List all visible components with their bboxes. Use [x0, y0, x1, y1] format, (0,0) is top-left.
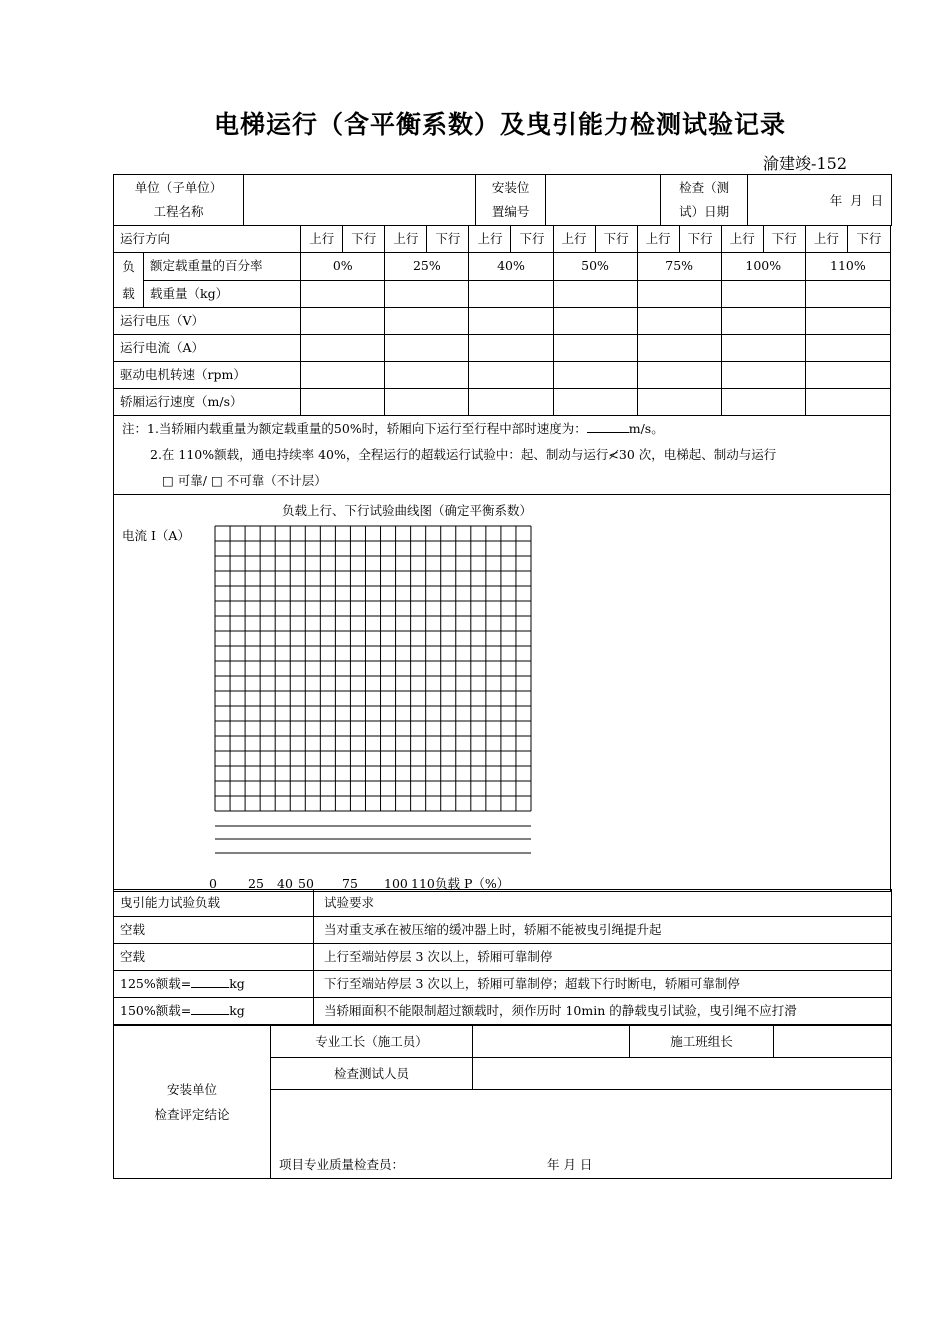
check-date-field[interactable]: 年 月 日 [748, 175, 892, 226]
motor-speed-cell[interactable] [553, 362, 637, 389]
motor-speed-cell[interactable] [301, 362, 385, 389]
load-125-label: 125%额载= [120, 976, 192, 991]
voltage-cell[interactable] [721, 308, 805, 335]
car-speed-cell[interactable] [385, 389, 469, 416]
motor-speed-cell[interactable] [385, 362, 469, 389]
voltage-label: 运行电压（V） [114, 308, 301, 335]
check-label-line1: 检查（测 [679, 180, 730, 195]
voltage-cell[interactable] [553, 308, 637, 335]
dir-up-40: 上行 [469, 226, 511, 253]
car-speed-cell[interactable] [553, 389, 637, 416]
motor-speed-cell[interactable] [721, 362, 805, 389]
conclusion-field[interactable] [271, 1090, 892, 1179]
tester-label: 检查测试人员 [271, 1058, 473, 1090]
x-tick-0: 0 [209, 876, 217, 891]
unit-name-field[interactable] [244, 175, 476, 226]
x-tick-25: 25 [248, 876, 264, 891]
traction-req-2: 上行至端站停层 3 次以上，轿厢可靠制停 [314, 944, 892, 971]
traction-load-3 [114, 971, 314, 998]
car-speed-cell[interactable] [721, 389, 805, 416]
dir-down-75: 下行 [679, 226, 721, 253]
install-label-line1: 安装位 [491, 180, 530, 195]
traction-req-3: 下行至端站停层 3 次以上，轿厢可靠制停；超载下行时断电，轿厢可靠制停 [314, 971, 892, 998]
dir-up-50: 上行 [553, 226, 595, 253]
weight-cell[interactable] [721, 280, 805, 308]
weight-cell[interactable] [637, 280, 721, 308]
motor-speed-cell[interactable] [469, 362, 553, 389]
weight-cell[interactable] [805, 280, 890, 308]
load-percent-label: 额定载重量的百分率 [144, 253, 301, 281]
dir-down-25: 下行 [427, 226, 469, 253]
motor-speed-label: 驱动电机转速（rpm） [114, 362, 301, 389]
x-tick-110: 110 [411, 876, 435, 891]
install-unit-label [114, 1026, 271, 1179]
weight-cell[interactable] [301, 280, 385, 308]
form-code: 渝建竣-152 [763, 154, 847, 173]
direction-label: 运行方向 [114, 226, 301, 253]
car-speed-cell[interactable] [805, 389, 890, 416]
unit-label-line1: 单位（子单位） [134, 180, 223, 195]
dir-up-25: 上行 [385, 226, 427, 253]
x-tick-75: 75 [342, 876, 358, 891]
voltage-cell[interactable] [637, 308, 721, 335]
current-cell[interactable] [805, 335, 890, 362]
car-speed-label: 轿厢运行速度（m/s） [114, 389, 301, 416]
weight-cell[interactable] [469, 280, 553, 308]
load-side-1: 负 [122, 259, 135, 274]
voltage-cell[interactable] [301, 308, 385, 335]
team-leader-field[interactable] [774, 1026, 892, 1058]
percent-100: 100% [721, 253, 805, 281]
install-unit-line2: 检查评定结论 [154, 1107, 230, 1122]
chart-cell [114, 495, 891, 892]
voltage-cell[interactable] [805, 308, 890, 335]
dir-down-110: 下行 [847, 226, 890, 253]
speed-input[interactable] [587, 418, 629, 433]
current-cell[interactable] [553, 335, 637, 362]
percent-0: 0% [301, 253, 385, 281]
unit-label-line2: 工程名称 [153, 204, 204, 219]
x-axis-label: 负载 P（%） [435, 876, 510, 891]
voltage-cell[interactable] [385, 308, 469, 335]
dir-up-100: 上行 [721, 226, 763, 253]
load-125-input[interactable] [191, 973, 229, 988]
load-150-input[interactable] [191, 1000, 229, 1015]
motor-speed-cell[interactable] [637, 362, 721, 389]
x-tick-100: 100 [384, 876, 408, 891]
dir-down-0: 下行 [343, 226, 385, 253]
percent-75: 75% [637, 253, 721, 281]
note-line-1 [122, 416, 882, 442]
dir-down-100: 下行 [763, 226, 805, 253]
unit-name-label [114, 175, 244, 226]
current-cell[interactable] [469, 335, 553, 362]
install-label-line2: 置编号 [491, 204, 530, 219]
car-speed-cell[interactable] [469, 389, 553, 416]
install-unit-line1: 安装单位 [166, 1082, 217, 1097]
traction-req-4: 当轿厢面积不能限制超过额载时，须作历时 10min 的静载曳引试验，曳引绳不应打滑 [314, 998, 892, 1025]
load-side-label [114, 253, 144, 308]
dir-down-50: 下行 [595, 226, 637, 253]
chart-y-label: 电流 I（A） [122, 528, 190, 543]
traction-load-1: 空载 [114, 917, 314, 944]
current-label: 运行电流（A） [114, 335, 301, 362]
current-cell[interactable] [721, 335, 805, 362]
voltage-cell[interactable] [469, 308, 553, 335]
signoff-table [113, 1025, 892, 1179]
load-125-unit: kg [229, 976, 245, 991]
load-150-label: 150%额载= [120, 1003, 192, 1018]
motor-speed-cell[interactable] [805, 362, 890, 389]
x-tick-40: 40 [277, 876, 293, 891]
percent-50: 50% [553, 253, 637, 281]
note-1-unit: m/s。 [628, 421, 664, 436]
signoff-date: 年 月 日 [546, 1157, 593, 1172]
check-label-line2: 试）日期 [679, 204, 730, 219]
current-cell[interactable] [385, 335, 469, 362]
load-side-2: 载 [122, 286, 135, 301]
foreman-field[interactable] [473, 1026, 630, 1058]
load-150-unit: kg [229, 1003, 245, 1018]
tester-field[interactable] [473, 1058, 892, 1090]
dir-up-110: 上行 [805, 226, 847, 253]
car-speed-cell[interactable] [301, 389, 385, 416]
dir-down-40: 下行 [511, 226, 553, 253]
current-cell[interactable] [637, 335, 721, 362]
note-line-2: 2.在 110%额载，通电持续率 40%，全程运行的超载运行试验中：起、制动与运行≮30 次，电梯起、制动与运行 [150, 447, 777, 462]
note-line-3: □ 可靠/ □ 不可靠（不计层） [162, 473, 327, 488]
load-weight-label: 载重量（kg） [144, 280, 301, 308]
foreman-label: 专业工长（施工员） [271, 1026, 473, 1058]
traction-table [113, 889, 892, 1025]
traction-load-4 [114, 998, 314, 1025]
dir-up-75: 上行 [637, 226, 679, 253]
traction-req-1: 当对重支承在被压缩的缓冲器上时，轿厢不能被曳引绳提升起 [314, 917, 892, 944]
weight-cell[interactable] [385, 280, 469, 308]
chart-x-axis [114, 871, 714, 889]
team-leader-label: 施工班组长 [630, 1026, 774, 1058]
percent-25: 25% [385, 253, 469, 281]
chart-title: 负载上行、下行试验曲线图（确定平衡系数） [282, 503, 533, 518]
note-1-text: 注：1.当轿厢内载重量为额定载重量的50%时，轿厢向下运行至行程中部时速度为： [122, 421, 587, 436]
inspector-label: 项目专业质量检查员： [279, 1157, 405, 1172]
check-date-label [661, 175, 748, 226]
measure-table [113, 225, 891, 892]
percent-40: 40% [469, 253, 553, 281]
dir-up-0: 上行 [301, 226, 343, 253]
install-field[interactable] [546, 175, 661, 226]
traction-col1-header: 曳引能力试验负载 [114, 890, 314, 917]
page-title: 电梯运行（含平衡系数）及曳引能力检测试验记录 [213, 110, 786, 139]
install-label [476, 175, 546, 226]
main-record-table [113, 174, 892, 226]
x-tick-50: 50 [298, 876, 314, 891]
notes-block [114, 416, 891, 495]
percent-110: 110% [805, 253, 890, 281]
traction-load-2: 空载 [114, 944, 314, 971]
car-speed-cell[interactable] [637, 389, 721, 416]
current-cell[interactable] [301, 335, 385, 362]
chart-grid [114, 495, 890, 891]
weight-cell[interactable] [553, 280, 637, 308]
traction-col2-header: 试验要求 [314, 890, 892, 917]
